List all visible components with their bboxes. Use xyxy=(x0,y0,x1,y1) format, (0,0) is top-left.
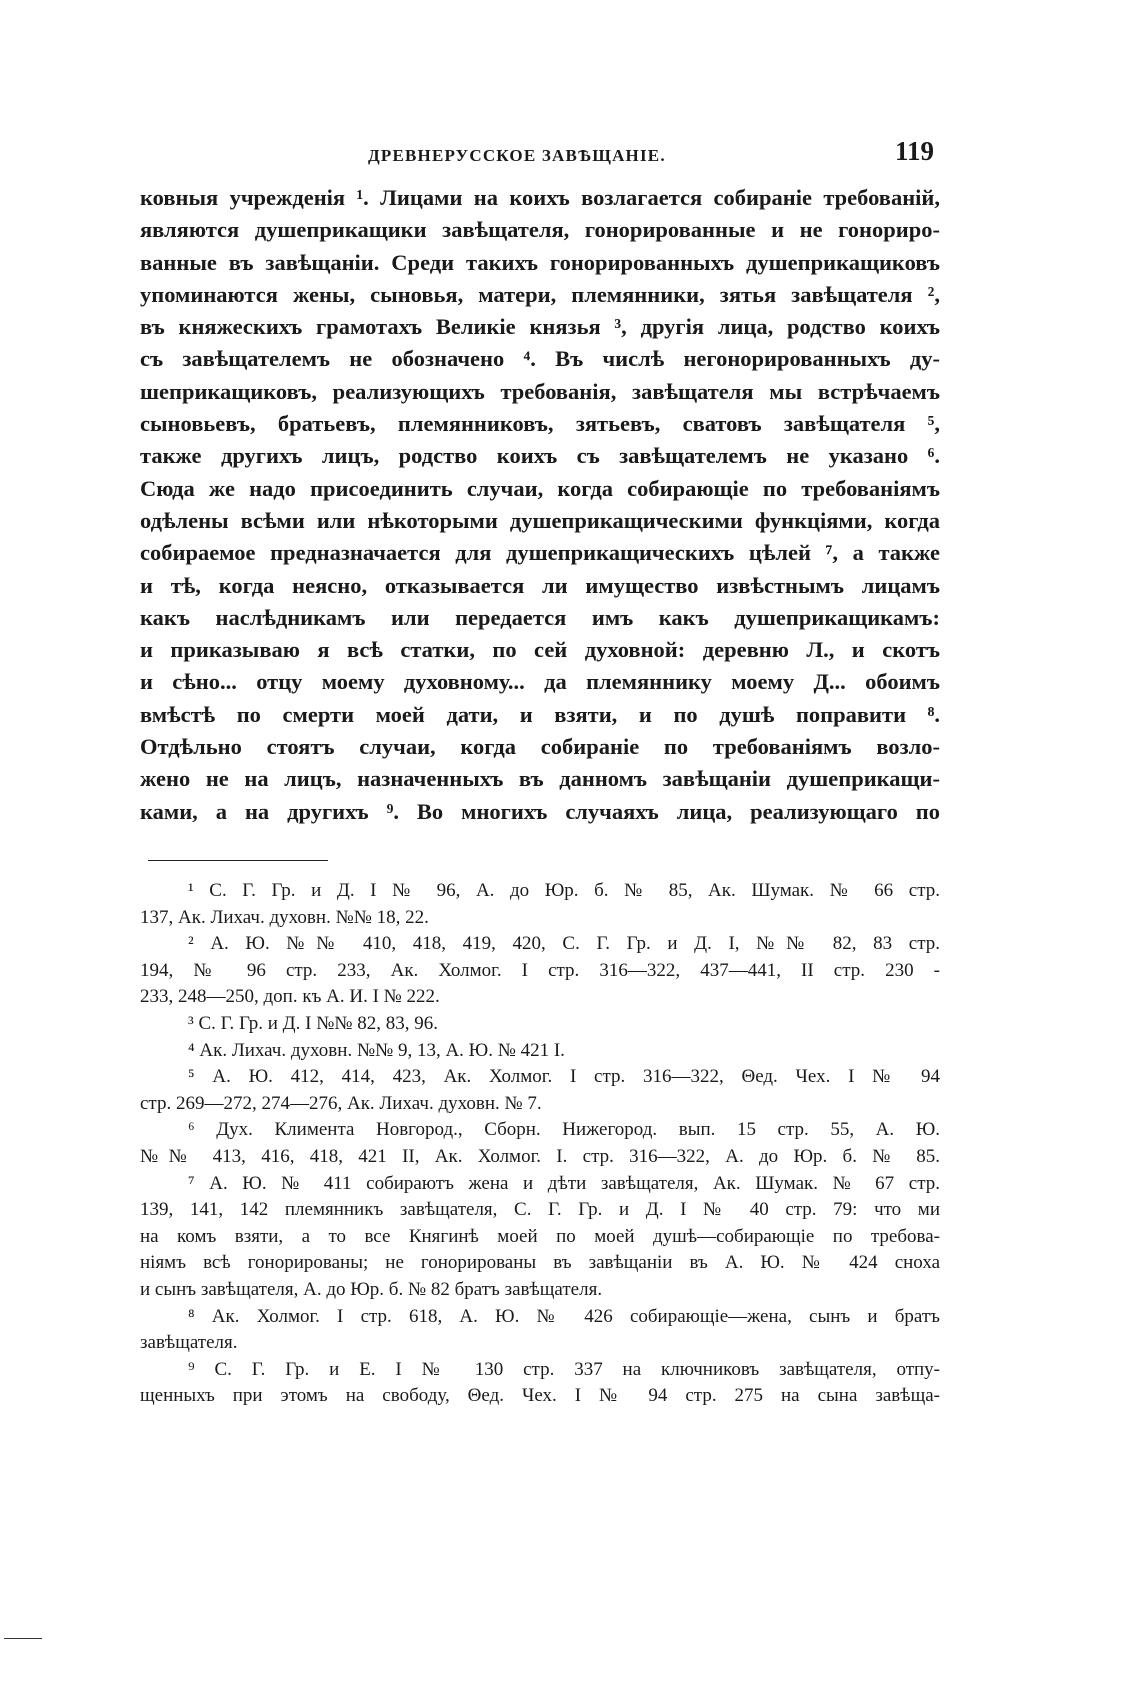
footnote-line: 139, 141, 142 племянникъ завѣщателя, С. Г. Гр. и Д. I № 40 стр. 79: что ми xyxy=(140,1199,940,1221)
footnote-line: 233, 248—250, доп. къ А. И. I № 222. xyxy=(140,986,440,1008)
footnote-line: 194, № 96 стр. 233, Ак. Холмог. I стр. 316—322, 437—441, II стр. 230 - xyxy=(140,959,940,981)
footnote-line: ⁷ А. Ю. № 411 собираютъ жена и дѣти завѣщателя, Ак. Шумак. № 67 стр. xyxy=(188,1172,940,1194)
footnote-line: на комъ взяти, а то все Княгинѣ моей по моей душѣ—собирающіе по требова- xyxy=(140,1225,940,1247)
footnote-line: и сынъ завѣщателя, А. до Юр. б. № 82 братъ завѣщателя. xyxy=(140,1278,603,1300)
body-line: Отдѣльно стоятъ случаи, когда собираніе по требованіямъ возло- xyxy=(140,734,940,760)
body-line: шеприкащиковъ, реализующихъ требованія, завѣщателя мы встрѣчаемъ xyxy=(140,378,940,404)
body-line: и тѣ, когда неясно, отказывается ли имущество извѣстнымъ лицамъ xyxy=(140,572,940,598)
body-line: жено не на лицъ, назначенныхъ въ данномъ завѣщаніи душеприкащи- xyxy=(140,766,940,792)
footnote-separator xyxy=(148,860,328,861)
body-line: вмѣстѣ по смерти моей дати, и взяти, и по душѣ поправити ⁸. xyxy=(140,701,940,727)
body-line: Сюда же надо присоединить случаи, когда собирающіе по требованіямъ xyxy=(140,475,940,501)
body-line: упоминаются жены, сыновья, матери, племянники, зятья завѣщателя ², xyxy=(140,281,940,307)
page-number: 119 xyxy=(894,136,934,166)
body-line: и сѣно... отцу моему духовному... да племяннику моему Д... обоимъ xyxy=(140,669,940,695)
body-line: также другихъ лицъ, родство коихъ съ завѣщателемъ не указано ⁶. xyxy=(140,443,940,469)
running-title: ДРЕВНЕРУССКОЕ ЗАВѢЩАНІЕ. xyxy=(368,146,666,165)
footnote-line: ⁶ Дух. Климента Новгород., Сборн. Нижегород. вып. 15 стр. 55, А. Ю. xyxy=(188,1119,940,1141)
margin-mark xyxy=(4,1638,42,1639)
main-text xyxy=(140,182,940,828)
footnote-line: №№ 413, 416, 418, 421 II, Ак. Холмог. I. стр. 316—322, А. до Юр. б. № 85. xyxy=(140,1145,940,1167)
body-line: одѣлены всѣми или нѣкоторыми душеприкащическими функціями, когда xyxy=(140,507,940,533)
body-line: ванные въ завѣщаніи. Среди такихъ гонорированныхъ душеприкащиковъ xyxy=(140,249,940,275)
footnotes xyxy=(140,878,940,1410)
body-line: являются душеприкащики завѣщателя, гонорированные и не гонориро- xyxy=(140,217,940,243)
body-line: ковныя учрежденія ¹. Лицами на коихъ возлагается собираніе требованій, xyxy=(140,185,940,210)
footnote-line: ³ С. Г. Гр. и Д. I №№ 82, 83, 96. xyxy=(188,1012,438,1034)
body-line: и приказываю я всѣ статки, по сей духовной: деревню Л., и скотъ xyxy=(140,637,940,663)
footnote-line: 137, Ак. Лихач. духовн. №№ 18, 22. xyxy=(140,906,429,928)
body-line: собираемое предназначается для душеприкащическихъ цѣлей ⁷, а также xyxy=(140,540,940,566)
footnote-line: ⁵ А. Ю. 412, 414, 423, Ак. Холмог. I стр. 316—322, Θед. Чех. I № 94 xyxy=(188,1066,940,1088)
footnote-line: щенныхъ при этомъ на свободу, Θед. Чех. I № 94 стр. 275 на сына завѣща- xyxy=(140,1385,940,1407)
body-line: ками, а на другихъ ⁹. Во многихъ случаяхъ лица, реализующаго по xyxy=(140,798,940,824)
body-line: какъ наслѣдникамъ или передается имъ какъ душеприкащикамъ: xyxy=(140,604,940,630)
footnote-line: ² А. Ю. №№ 410, 418, 419, 420, С. Г. Гр. и Д. I, №№ 82, 83 стр. xyxy=(188,933,940,955)
body-line: съ завѣщателемъ не обозначено ⁴. Въ числѣ негонорированныхъ ду- xyxy=(140,346,940,372)
footnote-line: ніямъ всѣ гонорированы; не гонорированы въ завѣщаніи въ А. Ю. № 424 сноха xyxy=(140,1252,940,1274)
page-header xyxy=(140,136,940,176)
body-line: сыновьевъ, братьевъ, племянниковъ, зятьевъ, сватовъ завѣщателя ⁵, xyxy=(140,411,940,437)
footnote-line: завѣщателя. xyxy=(140,1332,238,1354)
footnote-line: ¹ С. Г. Гр. и Д. I № 96, А. до Юр. б. № 85, Ак. Шумак. № 66 стр. xyxy=(188,880,940,901)
footnote-line: стр. 269—272, 274—276, Ак. Лихач. духовн. № 7. xyxy=(140,1092,542,1114)
footnote-line: ⁹ С. Г. Гр. и Е. I № 130 стр. 337 на ключниковъ завѣщателя, отпу- xyxy=(188,1358,940,1380)
footnote-line: ⁴ Ак. Лихач. духовн. №№ 9, 13, А. Ю. № 421 I. xyxy=(188,1039,565,1061)
footnote-line: ⁸ Ак. Холмог. I стр. 618, А. Ю. № 426 собирающіе—жена, сынъ и братъ xyxy=(188,1305,940,1327)
body-line: въ княжескихъ грамотахъ Великіе князья ³, другія лица, родство коихъ xyxy=(140,314,940,340)
